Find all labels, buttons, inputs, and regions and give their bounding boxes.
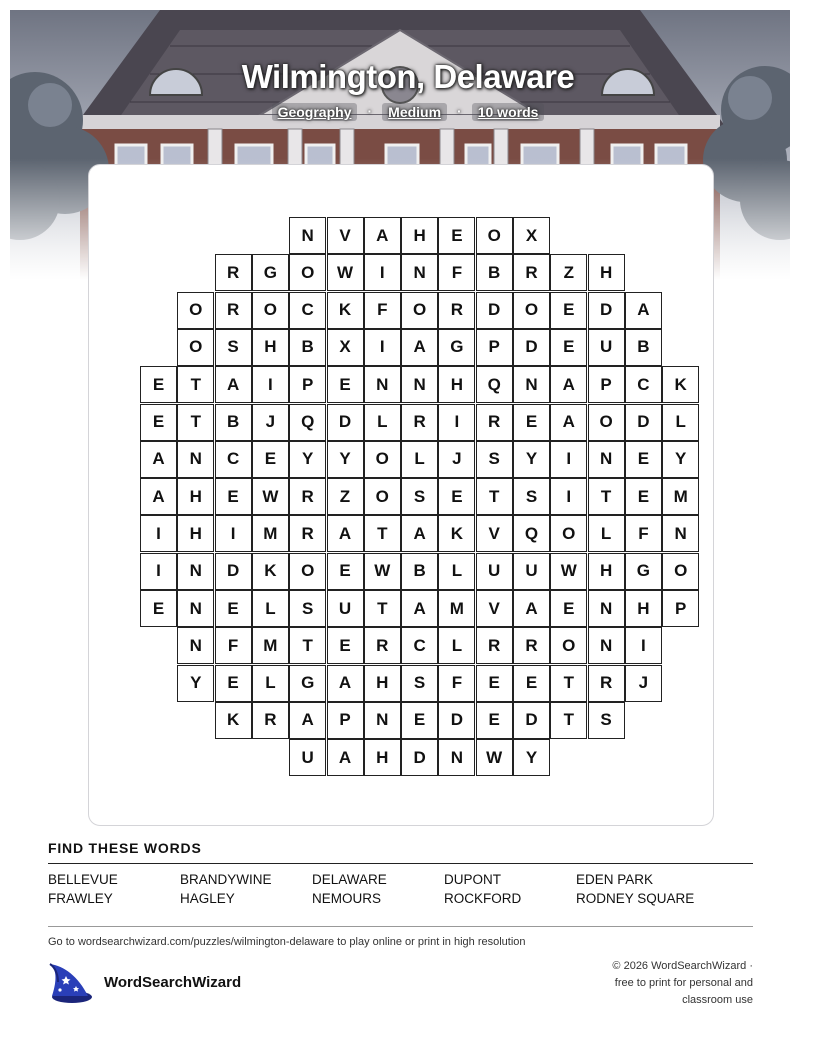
grid-cell[interactable]: A bbox=[401, 329, 438, 366]
grid-cell[interactable]: A bbox=[401, 590, 438, 627]
grid-cell[interactable]: B bbox=[215, 404, 252, 441]
grid-cell[interactable]: H bbox=[625, 590, 662, 627]
grid-cell[interactable]: W bbox=[252, 478, 289, 515]
grid-cell[interactable]: K bbox=[438, 515, 475, 552]
grid-cell[interactable]: S bbox=[513, 478, 550, 515]
grid-cell[interactable]: K bbox=[662, 366, 699, 403]
grid-cell[interactable]: K bbox=[327, 292, 364, 329]
grid-cell[interactable]: H bbox=[364, 739, 401, 776]
grid-cell[interactable]: W bbox=[364, 553, 401, 590]
grid-cell[interactable]: H bbox=[252, 329, 289, 366]
grid-cell[interactable]: N bbox=[588, 590, 625, 627]
grid-cell[interactable]: G bbox=[252, 254, 289, 291]
divider bbox=[48, 863, 753, 864]
grid-cell[interactable]: K bbox=[252, 553, 289, 590]
grid-cell[interactable]: E bbox=[438, 478, 475, 515]
grid-cell[interactable]: O bbox=[401, 292, 438, 329]
grid-cell[interactable]: V bbox=[476, 515, 513, 552]
grid-cell[interactable]: Y bbox=[177, 665, 214, 702]
grid-cell[interactable]: L bbox=[401, 441, 438, 478]
grid-cell[interactable]: A bbox=[327, 665, 364, 702]
word-list-item: DUPONT bbox=[444, 872, 501, 887]
grid-cell[interactable]: P bbox=[327, 702, 364, 739]
grid-cell[interactable]: Q bbox=[513, 515, 550, 552]
grid-cell[interactable]: R bbox=[513, 254, 550, 291]
grid-cell[interactable]: L bbox=[438, 553, 475, 590]
word-list-item: DELAWARE bbox=[312, 872, 387, 887]
grid-cell[interactable]: J bbox=[252, 404, 289, 441]
grid-cell[interactable]: T bbox=[364, 590, 401, 627]
grid-cell[interactable]: W bbox=[550, 553, 587, 590]
grid-cell[interactable]: R bbox=[289, 515, 326, 552]
grid-cell[interactable]: E bbox=[327, 553, 364, 590]
grid-cell[interactable]: Y bbox=[513, 739, 550, 776]
grid-cell[interactable]: E bbox=[513, 665, 550, 702]
grid-cell[interactable]: X bbox=[327, 329, 364, 366]
grid-cell[interactable]: A bbox=[550, 366, 587, 403]
grid-cell[interactable]: E bbox=[252, 441, 289, 478]
grid-cell[interactable]: Z bbox=[550, 254, 587, 291]
grid-cell[interactable]: E bbox=[327, 366, 364, 403]
footer-link-text: Go to wordsearchwizard.com/puzzles/wilmington-delaware to play online or print in high resolution bbox=[48, 936, 526, 948]
grid-cell[interactable]: P bbox=[289, 366, 326, 403]
grid-cell[interactable]: R bbox=[401, 404, 438, 441]
word-list-item: NEMOURS bbox=[312, 891, 382, 906]
grid-cell[interactable]: O bbox=[289, 553, 326, 590]
grid-cell[interactable]: F bbox=[625, 515, 662, 552]
grid-cell[interactable]: O bbox=[588, 404, 625, 441]
grid-cell[interactable]: O bbox=[662, 553, 699, 590]
grid-cell[interactable]: W bbox=[476, 739, 513, 776]
grid-cell[interactable]: E bbox=[513, 404, 550, 441]
word-list-item: FRAWLEY bbox=[48, 891, 113, 906]
word-list bbox=[48, 872, 753, 906]
grid-cell[interactable]: A bbox=[215, 366, 252, 403]
grid-cell[interactable]: U bbox=[513, 553, 550, 590]
grid-cell[interactable]: T bbox=[476, 478, 513, 515]
grid-cell[interactable]: U bbox=[588, 329, 625, 366]
grid-cell[interactable]: P bbox=[476, 329, 513, 366]
grid-cell[interactable]: N bbox=[177, 590, 214, 627]
grid-cell[interactable]: S bbox=[289, 590, 326, 627]
grid-cell[interactable]: O bbox=[550, 515, 587, 552]
grid-cell[interactable]: I bbox=[140, 515, 177, 552]
word-list-item: ROCKFORD bbox=[444, 891, 522, 906]
grid-cell[interactable]: L bbox=[588, 515, 625, 552]
wizard-hat-icon bbox=[46, 962, 94, 1011]
grid-cell[interactable]: H bbox=[588, 553, 625, 590]
grid-cell[interactable]: G bbox=[438, 329, 475, 366]
grid-cell[interactable]: O bbox=[364, 478, 401, 515]
puzzle-card bbox=[88, 164, 714, 826]
word-list-item: HAGLEY bbox=[180, 891, 235, 906]
word-count-badge: 10 words bbox=[472, 103, 545, 121]
grid-cell[interactable]: E bbox=[550, 590, 587, 627]
grid-cell[interactable]: J bbox=[438, 441, 475, 478]
grid-cell[interactable]: T bbox=[550, 702, 587, 739]
grid-cell[interactable]: R bbox=[588, 665, 625, 702]
grid-cell[interactable]: I bbox=[550, 478, 587, 515]
grid-cell[interactable]: K bbox=[215, 702, 252, 739]
grid-cell[interactable]: E bbox=[476, 702, 513, 739]
word-list-item: BRANDYWINE bbox=[180, 872, 272, 887]
grid-cell[interactable]: D bbox=[327, 404, 364, 441]
grid-cell[interactable]: I bbox=[550, 441, 587, 478]
grid-cell[interactable]: D bbox=[401, 739, 438, 776]
grid-cell[interactable]: D bbox=[513, 702, 550, 739]
grid-cell[interactable]: N bbox=[401, 366, 438, 403]
grid-cell[interactable]: E bbox=[625, 441, 662, 478]
grid-cell[interactable]: A bbox=[513, 590, 550, 627]
grid-cell[interactable]: A bbox=[401, 515, 438, 552]
grid-cell[interactable]: E bbox=[438, 217, 475, 254]
grid-cell[interactable]: S bbox=[476, 441, 513, 478]
grid-cell[interactable]: N bbox=[438, 739, 475, 776]
grid-cell[interactable]: A bbox=[327, 515, 364, 552]
grid-cell[interactable]: U bbox=[289, 739, 326, 776]
grid-cell[interactable]: O bbox=[364, 441, 401, 478]
grid-cell[interactable]: P bbox=[662, 590, 699, 627]
meta-separator: · bbox=[367, 103, 373, 119]
grid-cell[interactable]: F bbox=[364, 292, 401, 329]
grid-cell[interactable]: S bbox=[588, 702, 625, 739]
grid-cell[interactable]: V bbox=[327, 217, 364, 254]
grid-cell[interactable]: A bbox=[550, 404, 587, 441]
grid-cell[interactable]: A bbox=[289, 702, 326, 739]
grid-cell[interactable]: N bbox=[588, 627, 625, 664]
grid-cell[interactable]: Y bbox=[289, 441, 326, 478]
grid-cell[interactable]: T bbox=[177, 366, 214, 403]
grid-cell[interactable]: T bbox=[588, 478, 625, 515]
grid-cell[interactable]: S bbox=[401, 478, 438, 515]
grid-cell[interactable]: R bbox=[476, 404, 513, 441]
grid-cell[interactable]: R bbox=[476, 627, 513, 664]
grid-cell[interactable]: O bbox=[177, 329, 214, 366]
grid-cell[interactable]: L bbox=[364, 404, 401, 441]
grid-cell[interactable]: I bbox=[252, 366, 289, 403]
grid-cell[interactable]: C bbox=[289, 292, 326, 329]
grid-cell[interactable]: E bbox=[327, 627, 364, 664]
grid-cell[interactable]: N bbox=[177, 441, 214, 478]
grid-cell[interactable]: L bbox=[662, 404, 699, 441]
grid-cell[interactable]: G bbox=[625, 553, 662, 590]
grid-cell[interactable]: N bbox=[289, 217, 326, 254]
grid-cell[interactable]: B bbox=[625, 329, 662, 366]
grid-cell[interactable]: N bbox=[513, 366, 550, 403]
grid-cell[interactable]: Q bbox=[289, 404, 326, 441]
grid-cell[interactable]: H bbox=[401, 217, 438, 254]
grid-cell[interactable]: O bbox=[177, 292, 214, 329]
grid-cell[interactable]: U bbox=[476, 553, 513, 590]
grid-cell[interactable]: N bbox=[662, 515, 699, 552]
grid-cell[interactable]: T bbox=[550, 665, 587, 702]
copyright-line: free to print for personal and bbox=[614, 977, 753, 989]
puzzle-title: Wilmington, Delaware bbox=[241, 58, 575, 95]
grid-cell[interactable]: D bbox=[588, 292, 625, 329]
grid-cell[interactable]: Q bbox=[476, 366, 513, 403]
puzzle-meta bbox=[0, 103, 816, 121]
grid-cell[interactable]: I bbox=[140, 553, 177, 590]
grid-cell[interactable]: H bbox=[177, 478, 214, 515]
grid-cell[interactable]: I bbox=[364, 329, 401, 366]
grid-cell[interactable]: Z bbox=[327, 478, 364, 515]
grid-cell[interactable]: E bbox=[215, 665, 252, 702]
grid-cell[interactable]: J bbox=[625, 665, 662, 702]
grid-cell[interactable]: N bbox=[177, 627, 214, 664]
grid-cell[interactable]: Y bbox=[327, 441, 364, 478]
grid-cell[interactable]: W bbox=[327, 254, 364, 291]
grid-cell[interactable]: O bbox=[289, 254, 326, 291]
grid-cell[interactable]: R bbox=[215, 254, 252, 291]
word-list-item: BELLEVUE bbox=[48, 872, 118, 887]
grid-cell[interactable]: M bbox=[252, 627, 289, 664]
grid-cell[interactable]: O bbox=[252, 292, 289, 329]
grid-cell[interactable]: D bbox=[476, 292, 513, 329]
word-list-heading: FIND THESE WORDS bbox=[48, 840, 202, 856]
difficulty-badge: Medium bbox=[382, 103, 447, 121]
grid-cell[interactable]: N bbox=[364, 366, 401, 403]
category-badge: Geography bbox=[272, 103, 358, 121]
grid-cell[interactable]: T bbox=[177, 404, 214, 441]
grid-cell[interactable]: R bbox=[289, 478, 326, 515]
grid-cell[interactable]: R bbox=[215, 292, 252, 329]
grid-cell[interactable]: Y bbox=[662, 441, 699, 478]
grid-cell[interactable]: U bbox=[327, 590, 364, 627]
grid-cell[interactable]: M bbox=[252, 515, 289, 552]
grid-cell[interactable]: F bbox=[215, 627, 252, 664]
grid-cell[interactable]: H bbox=[364, 665, 401, 702]
grid-cell[interactable]: M bbox=[662, 478, 699, 515]
grid-cell[interactable]: E bbox=[140, 366, 177, 403]
grid-cell[interactable]: N bbox=[401, 254, 438, 291]
copyright-notice bbox=[553, 958, 753, 1009]
grid-cell[interactable]: G bbox=[289, 665, 326, 702]
grid-cell[interactable]: L bbox=[252, 590, 289, 627]
grid-cell[interactable]: D bbox=[513, 329, 550, 366]
word-list-item: EDEN PARK bbox=[576, 872, 654, 887]
grid-cell[interactable]: E bbox=[625, 478, 662, 515]
grid-cell[interactable]: E bbox=[550, 329, 587, 366]
grid-cell[interactable]: A bbox=[140, 441, 177, 478]
grid-cell[interactable]: C bbox=[215, 441, 252, 478]
divider bbox=[48, 926, 753, 927]
grid-cell[interactable]: A bbox=[140, 478, 177, 515]
grid-cell[interactable]: A bbox=[625, 292, 662, 329]
copyright-line: © 2026 WordSearchWizard · bbox=[612, 960, 753, 972]
grid-cell[interactable]: C bbox=[401, 627, 438, 664]
grid-cell[interactable]: E bbox=[401, 702, 438, 739]
grid-cell[interactable]: H bbox=[177, 515, 214, 552]
grid-cell[interactable]: F bbox=[438, 254, 475, 291]
grid-cell[interactable]: C bbox=[625, 366, 662, 403]
grid-cell[interactable]: A bbox=[327, 739, 364, 776]
grid-cell[interactable]: H bbox=[588, 254, 625, 291]
grid-cell[interactable]: I bbox=[625, 627, 662, 664]
grid-cell[interactable]: H bbox=[438, 366, 475, 403]
grid-cell[interactable]: V bbox=[476, 590, 513, 627]
grid-cell[interactable]: O bbox=[476, 217, 513, 254]
grid-cell[interactable]: L bbox=[438, 627, 475, 664]
grid-cell[interactable]: R bbox=[513, 627, 550, 664]
grid-cell[interactable]: B bbox=[401, 553, 438, 590]
grid-cell[interactable]: E bbox=[140, 590, 177, 627]
word-list-item: RODNEY SQUARE bbox=[576, 891, 695, 906]
grid-cell[interactable]: N bbox=[588, 441, 625, 478]
brand-name: WordSearchWizard bbox=[104, 974, 242, 991]
grid-cell[interactable]: D bbox=[215, 553, 252, 590]
grid-cell[interactable]: P bbox=[588, 366, 625, 403]
grid-cell[interactable]: E bbox=[215, 478, 252, 515]
grid-cell[interactable]: T bbox=[289, 627, 326, 664]
grid-cell[interactable]: D bbox=[438, 702, 475, 739]
grid-cell[interactable]: D bbox=[625, 404, 662, 441]
grid-cell[interactable]: I bbox=[438, 404, 475, 441]
grid-cell[interactable]: O bbox=[550, 627, 587, 664]
grid-cell[interactable]: M bbox=[438, 590, 475, 627]
copyright-line: classroom use bbox=[682, 994, 753, 1006]
grid-cell[interactable]: N bbox=[177, 553, 214, 590]
grid-cell[interactable]: T bbox=[364, 515, 401, 552]
grid-cell[interactable]: L bbox=[252, 665, 289, 702]
grid-cell[interactable]: O bbox=[513, 292, 550, 329]
grid-cell[interactable]: N bbox=[364, 702, 401, 739]
grid-cell[interactable]: A bbox=[364, 217, 401, 254]
grid-cell[interactable]: E bbox=[140, 404, 177, 441]
grid-cell[interactable]: R bbox=[438, 292, 475, 329]
grid-cell[interactable]: X bbox=[513, 217, 550, 254]
grid-cell[interactable]: E bbox=[550, 292, 587, 329]
grid-cell[interactable]: E bbox=[476, 665, 513, 702]
meta-separator: · bbox=[457, 103, 462, 119]
grid-cell[interactable]: E bbox=[215, 590, 252, 627]
grid-cell[interactable]: B bbox=[476, 254, 513, 291]
grid-cell[interactable]: F bbox=[438, 665, 475, 702]
grid-cell[interactable]: I bbox=[364, 254, 401, 291]
grid-cell[interactable]: I bbox=[215, 515, 252, 552]
grid-cell[interactable]: B bbox=[289, 329, 326, 366]
grid-cell[interactable]: R bbox=[364, 627, 401, 664]
grid-cell[interactable]: Y bbox=[513, 441, 550, 478]
grid-cell[interactable]: S bbox=[215, 329, 252, 366]
grid-cell[interactable]: S bbox=[401, 665, 438, 702]
grid-cell[interactable]: R bbox=[252, 702, 289, 739]
